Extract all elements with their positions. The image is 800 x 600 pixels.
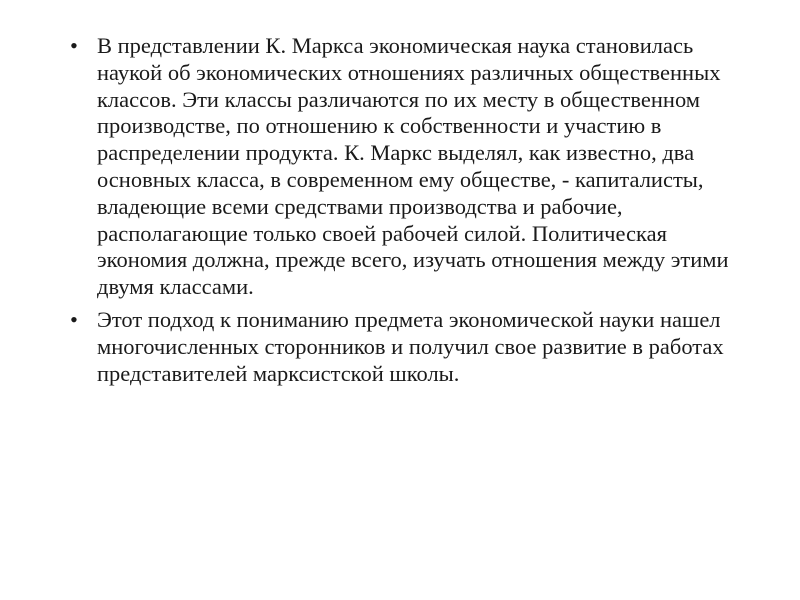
bullet-icon: • xyxy=(70,33,78,58)
bullet-icon: • xyxy=(70,306,78,332)
bullet-text-1: В представлении К. Маркса экономическая наука становилась наукой об экономических отношениях различных общественных классов. Эти классы различаются по их месту в общественном производстве, по отношению к собственности и участию в распределении продукта. К. Маркс выделял, как известно, два основных класса, в современном ему обществе, - капиталисты, владеющие всеми средствами производства и рабочие, располагающие только своей рабочей силой. Политическая экономия должна, прежде всего, изучать отношения между этими двумя классами. xyxy=(97,33,729,300)
bullet-item-1 xyxy=(70,33,750,301)
bullet-item-2 xyxy=(70,307,750,387)
bullet-text-2: Этот подход к пониманию предмета экономической науки нашел многочисленных сторонников и получил свое развитие в работах представителей марксистской школы. xyxy=(97,306,724,386)
bullet-list xyxy=(70,33,750,393)
